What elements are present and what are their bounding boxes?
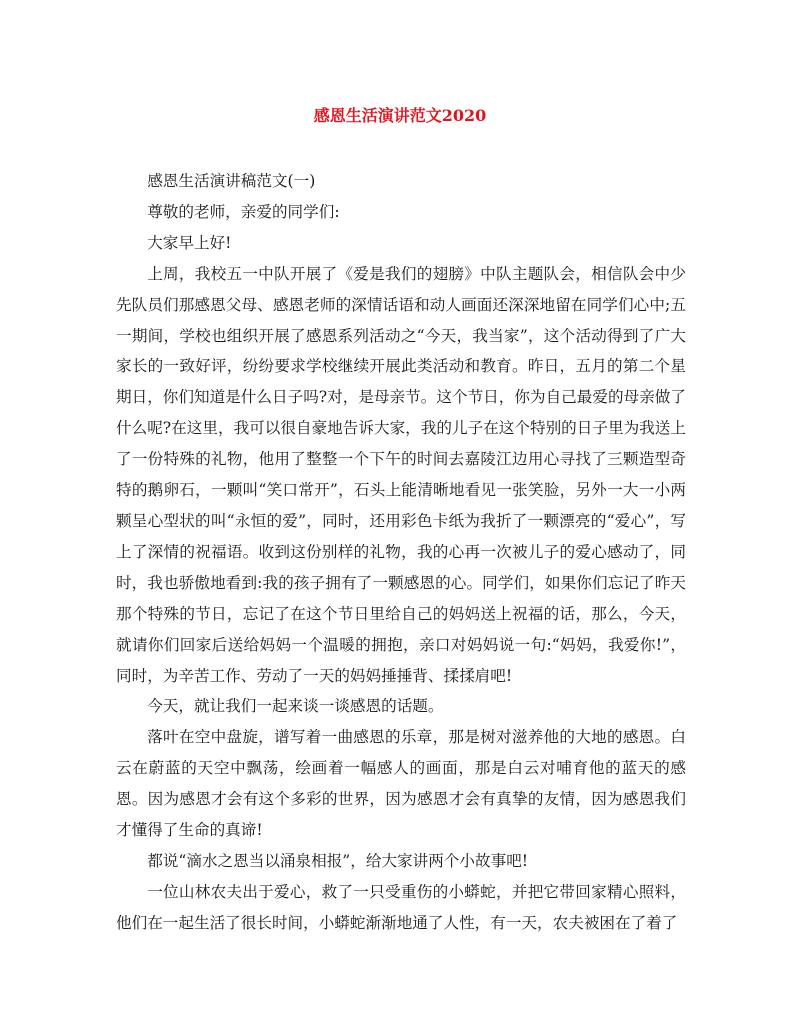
greeting-paragraph: 大家早上好!: [147, 233, 232, 252]
body-paragraph: 上周，我校五一中队开展了《爱是我们的翅膀》中队主题队会，相信队会中少先队员们那感恩父母、感恩老师的深情话语和动人画面还深深地留在同学们心中;五一期间，学校也组织开展了感恩系列活动之“今天，我当家”，这个活动得到了广大家长的一致好评，纷纷要求学校继续开展此类活动和教育。昨日，五月的第二个星期日，你们知道是什么日子吗?对，是母亲节。这个节日，你为自己最爱的母亲做了什么呢?在这里，我可以很自豪地告诉大家，我的儿子在这个特别的日子里为我送上了一份特殊的礼物，他用了整整一个下午的时间去嘉陵江边用心寻找了三颗造型奇特的鹅卵石，一颗叫“笑口常开”，石头上能清晰地看见一张笑脸，另外一大一小两颗呈心型状的叫“永恒的爱”，同时，还用彩色卡纸为我折了一颗漂亮的“爱心”，写上了深情的祝福语。收到这份别样的礼物，我的心再一次被儿子的爱心感动了，同时，我也骄傲地看到:我的孩子拥有了一颗感恩的心。同学们，如果你们忘记了昨天那个特殊的节日，忘记了在这个节日里给自己的妈妈送上祝福的话，那么，今天，就请你们回家后送给妈妈一个温暖的拥抱，亲口对妈妈说一句:“妈妈，我爱你!”，同时，为辛苦工作、劳动了一天的妈妈捶捶背、揉揉肩吧!: [116, 264, 686, 685]
salutation-paragraph: 尊敬的老师，亲爱的同学们:: [147, 202, 340, 221]
body-paragraph: 一位山林农夫出于爱心，救了一只受重伤的小蟒蛇，并把它带回家精心照料，他们在一起生活了很长时间，小蟒蛇渐渐地通了人性，有一天，农夫被困在了着了: [116, 882, 686, 932]
body-paragraph: 今天，就让我们一起来谈一谈感恩的话题。: [147, 697, 444, 716]
document-body: [116, 166, 686, 939]
body-paragraph: 落叶在空中盘旋，谱写着一曲感恩的乐章，那是树对滋养他的大地的感恩。白云在蔚蓝的天空中飘荡，绘画着一幅感人的画面，那是白云对哺育他的蓝天的感恩。因为感恩才会有这个多彩的世界，因为感恩才会有真挚的友情，因为感恩我们才懂得了生命的真谛!: [116, 728, 686, 840]
body-paragraph: 都说“滴水之恩当以涌泉相报”，给大家讲两个小故事吧!: [147, 851, 529, 870]
document-title: 感恩生活演讲范文2020: [313, 106, 487, 125]
subtitle-paragraph: 感恩生活演讲稿范文(一): [147, 172, 316, 190]
